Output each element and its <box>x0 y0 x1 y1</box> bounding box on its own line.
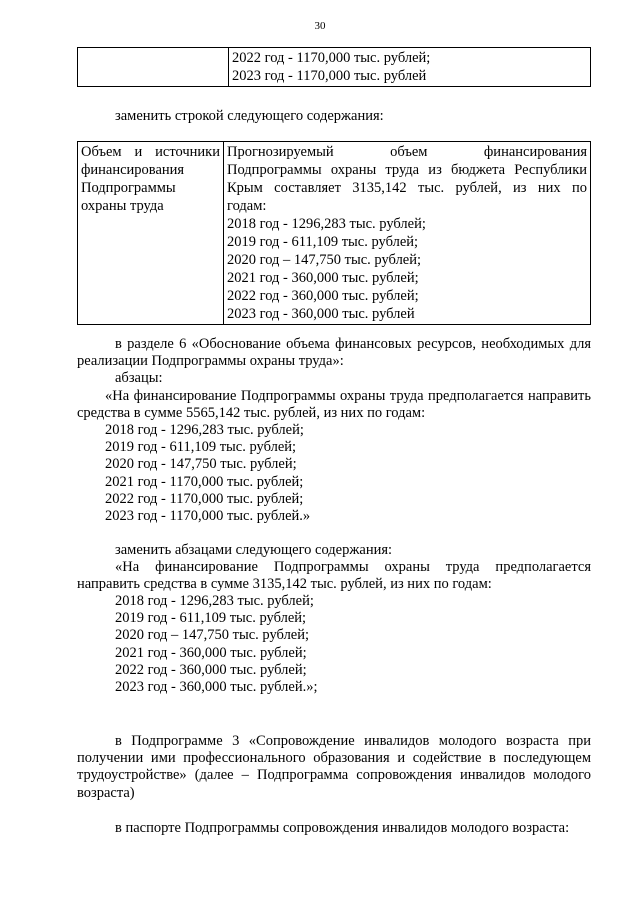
subprogram3-paragraph: в Подпрограмме 3 «Сопровождение инвалидов молодого возраста при получении ими профессионального образования и содействие в последующем трудоустройстве» (далее – Подпрограмма сопровождения инвалидов молодого возраста) <box>77 733 591 801</box>
year-line: 2020 год – 147,750 тыс. рублей; <box>227 252 422 268</box>
label-line: Объем и источники <box>81 144 220 160</box>
year-line: 2019 год - 611,109 тыс. рублей; <box>227 234 419 250</box>
year-line: 2023 год - 360,000 тыс. рублей <box>227 306 415 322</box>
old-years-list <box>105 422 310 525</box>
label-line: охраны труда <box>81 198 164 214</box>
table-row <box>78 142 591 325</box>
new-years-list <box>115 593 317 696</box>
year-line: 2021 год - 1170,000 тыс. рублей; <box>105 473 304 490</box>
page-number: 30 <box>314 20 326 32</box>
new-funding-paragraph: «На финансирование Подпрограммы охраны труда предполагается направить средства в сумме 3135,142 тыс. рублей, из них по годам: <box>77 559 591 593</box>
year-line: 2022 год - 360,000 тыс. рублей; <box>115 661 307 678</box>
section6-paragraph: в разделе 6 «Обоснование объема финансовых ресурсов, необходимых для реализации Подпрограммы охраны труда»: <box>77 336 591 370</box>
replace-paragraphs-instruction: заменить абзацами следующего содержания: <box>115 542 393 558</box>
year-line: 2020 год – 147,750 тыс. рублей; <box>115 627 310 644</box>
year-line: 2018 год - 1296,283 тыс. рублей; <box>105 422 304 438</box>
label-line: финансирования <box>81 162 185 178</box>
year-line: 2021 год - 360,000 тыс. рублей; <box>227 270 419 286</box>
year-line: 2022 год - 1170,000 тыс. рублей; <box>232 50 431 66</box>
table-cell-funding <box>229 48 591 87</box>
replace-line-instruction: заменить строкой следующего содержания: <box>115 108 384 124</box>
table-cell-label <box>78 142 224 325</box>
label-line: Подпрограммы <box>81 180 176 196</box>
year-line: 2023 год - 1170,000 тыс. рублей.» <box>105 508 311 525</box>
year-line: 2023 год - 1170,000 тыс. рублей <box>232 68 427 84</box>
year-line: 2018 год - 1296,283 тыс. рублей; <box>227 216 426 232</box>
table-row <box>78 48 591 87</box>
year-line: 2019 год - 611,109 тыс. рублей; <box>105 439 297 456</box>
funding-line: Подпрограммы охраны труда из бюджета Республики <box>227 162 587 178</box>
funding-line: Крым составляет 3135,142 тыс. рублей, из них по <box>227 180 587 196</box>
funding-line: Прогнозируемый объем финансирования <box>227 144 587 160</box>
year-line: 2020 год - 147,750 тыс. рублей; <box>105 456 297 473</box>
year-line: 2018 год - 1296,283 тыс. рублей; <box>115 593 314 609</box>
funding-line: годам: <box>227 198 267 214</box>
paragraphs-label: абзацы: <box>115 370 163 386</box>
passport-instruction: в паспорте Подпрограммы сопровождения инвалидов молодого возраста: <box>115 820 570 836</box>
table-replacement <box>77 141 591 325</box>
table-cell-funding <box>224 142 591 325</box>
year-line: 2022 год - 360,000 тыс. рублей; <box>227 288 419 304</box>
year-line: 2022 год - 1170,000 тыс. рублей; <box>105 490 304 507</box>
year-line: 2019 год - 611,109 тыс. рублей; <box>115 610 307 627</box>
year-line: 2023 год - 360,000 тыс. рублей.»; <box>115 679 318 696</box>
year-line: 2021 год - 360,000 тыс. рублей; <box>115 644 307 661</box>
table-continued <box>77 47 591 87</box>
table-cell-empty <box>78 48 229 87</box>
old-funding-paragraph: «На финансирование Подпрограммы охраны труда предполагается направить средства в сумме 5565,142 тыс. рублей, из них по годам: <box>77 388 591 422</box>
